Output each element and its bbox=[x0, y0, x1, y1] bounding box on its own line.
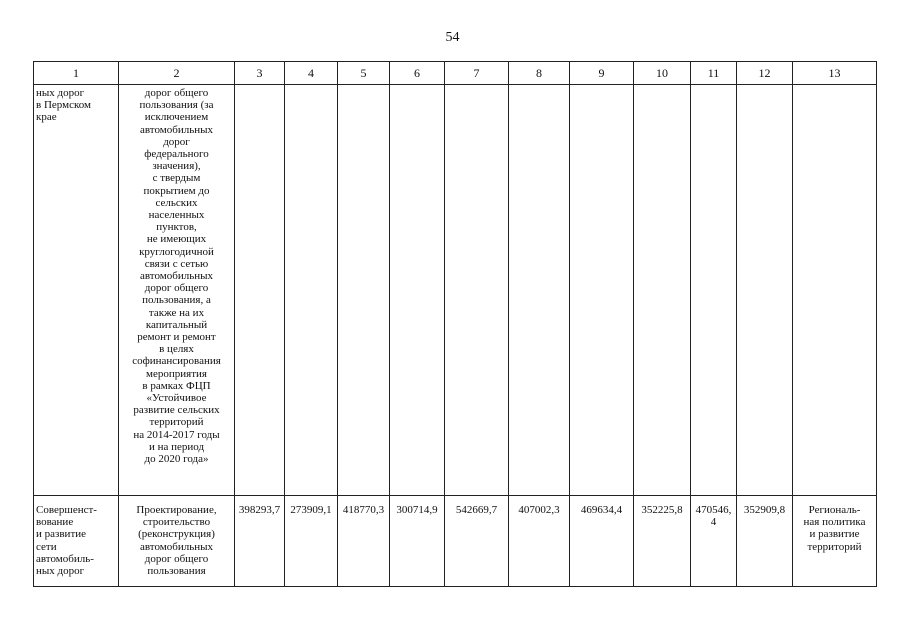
column-header: 7 bbox=[445, 62, 509, 85]
column-header: 8 bbox=[509, 62, 570, 85]
responsible-cell: Региональ- ная политика и развитие территорий bbox=[793, 496, 877, 587]
row-object-cell: Совершенст- вование и развитие сети автомобиль- ных дорог bbox=[34, 496, 119, 587]
row-description-cell: дорог общего пользования (за исключением автомобильных дорог федерального значения), с твердым покрытием до сельских населенных пунктов, не имеющих круглогодичной связи с сетью автомобильных дорог общего пользования, а также на их капитальный ремонт и ремонт в целях софинансирования мероприятия в рамках ФЦП «Устойчивое развитие сельских территорий на 2014-2017 годы и на период до 2020 года» bbox=[119, 85, 235, 496]
value-cell: 542669,7 bbox=[445, 496, 509, 587]
column-header: 3 bbox=[235, 62, 285, 85]
column-header: 12 bbox=[737, 62, 793, 85]
row-object-cell: ных дорог в Пермском крае bbox=[34, 85, 119, 496]
value-cell: 352225,8 bbox=[634, 496, 691, 587]
header-row bbox=[34, 62, 877, 85]
column-header: 5 bbox=[338, 62, 390, 85]
table-row bbox=[34, 85, 877, 496]
value-cell: 273909,1 bbox=[285, 496, 338, 587]
value-cell bbox=[634, 85, 691, 496]
column-header: 1 bbox=[34, 62, 119, 85]
column-header: 6 bbox=[390, 62, 445, 85]
value-cell bbox=[691, 85, 737, 496]
value-cell bbox=[445, 85, 509, 496]
table-row bbox=[34, 496, 877, 587]
program-table bbox=[33, 61, 877, 587]
value-cell bbox=[285, 85, 338, 496]
value-cell: 352909,8 bbox=[737, 496, 793, 587]
column-header: 13 bbox=[793, 62, 877, 85]
column-header: 11 bbox=[691, 62, 737, 85]
column-header: 10 bbox=[634, 62, 691, 85]
responsible-cell bbox=[793, 85, 877, 496]
column-header: 9 bbox=[570, 62, 634, 85]
row-description-cell: Проектирование, строительство (реконструкция) автомобильных дорог общего пользования bbox=[119, 496, 235, 587]
value-cell bbox=[235, 85, 285, 496]
value-cell bbox=[570, 85, 634, 496]
column-header: 4 bbox=[285, 62, 338, 85]
column-header: 2 bbox=[119, 62, 235, 85]
value-cell: 418770,3 bbox=[338, 496, 390, 587]
value-cell: 469634,4 bbox=[570, 496, 634, 587]
value-cell bbox=[509, 85, 570, 496]
value-cell: 398293,7 bbox=[235, 496, 285, 587]
value-cell: 470546,4 bbox=[691, 496, 737, 587]
value-cell bbox=[737, 85, 793, 496]
value-cell bbox=[338, 85, 390, 496]
value-cell bbox=[390, 85, 445, 496]
value-cell: 300714,9 bbox=[390, 496, 445, 587]
value-cell: 407002,3 bbox=[509, 496, 570, 587]
page-number: 54 bbox=[445, 30, 460, 45]
